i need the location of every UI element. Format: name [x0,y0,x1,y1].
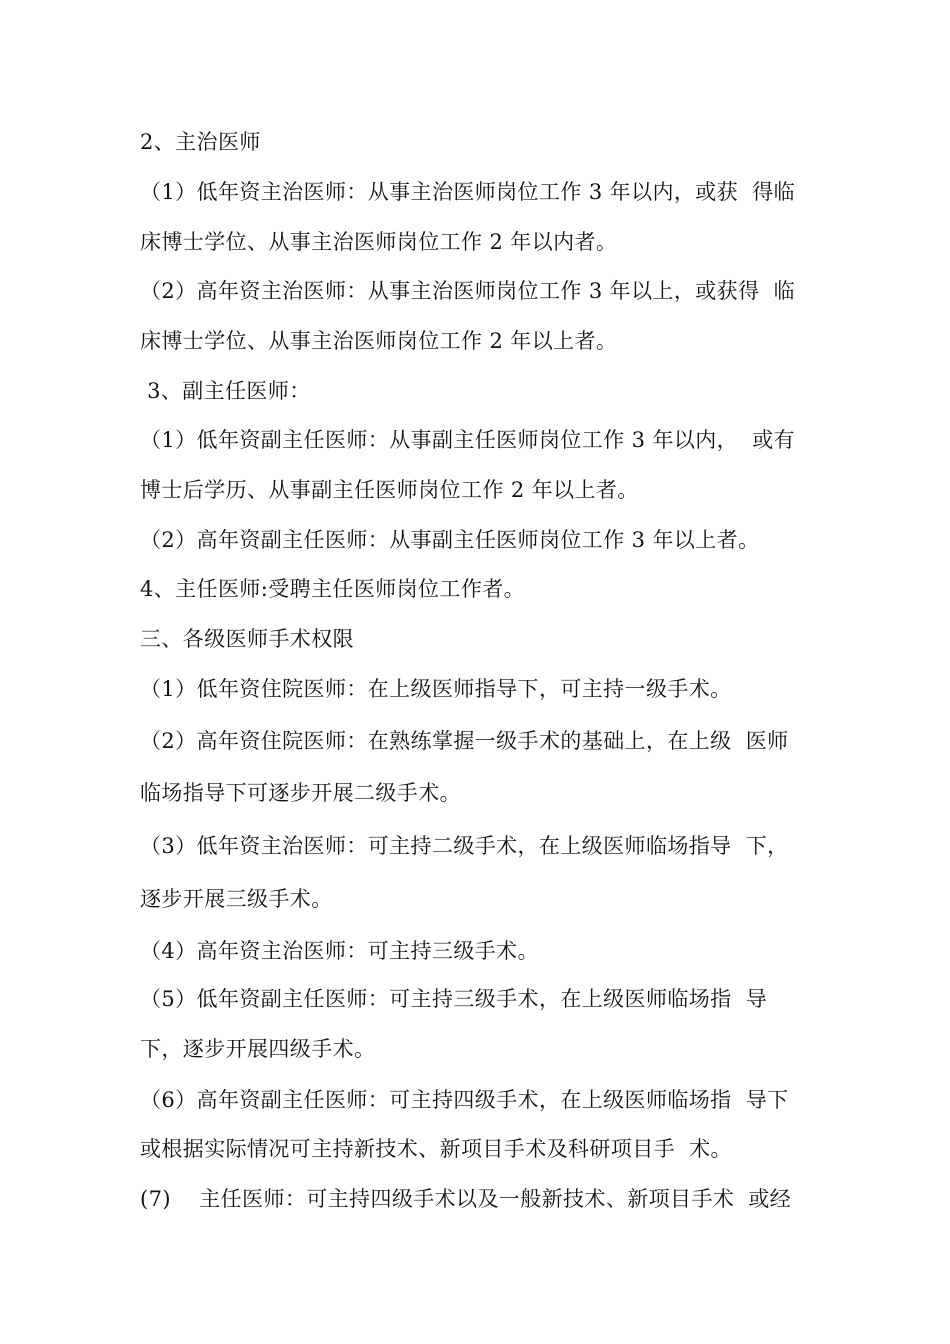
section-heading-chief-physician: 4、主任医师:受聘主任医师岗位工作者。 [140,577,526,601]
paragraph-line: 床博士学位、从事主治医师岗位工作 2 年以内者。 [140,230,618,254]
paragraph-line: 下，逐步开展四级手术。 [140,1037,376,1061]
paragraph-line: （3）低年资主治医师：可主持二级手术，在上级医师临场指导 下， [140,834,789,858]
paragraph-line: (7) 主任医师：可主持四级手术以及一般新技术、新项目手术 或经 [140,1187,792,1211]
paragraph-line: （1）低年资主治医师：从事主治医师岗位工作 3 年以内，或获 得临 [140,180,796,204]
paragraph-line: 床博士学位、从事主治医师岗位工作 2 年以上者。 [140,329,618,353]
paragraph-line: （6）高年资副主任医师：可主持四级手术，在上级医师临场指 导下 [140,1088,789,1112]
section-heading-attending-physician: 2、主治医师 [140,130,261,154]
paragraph-line: （5）低年资副主任医师：可主持三级手术，在上级医师临场指 导 [140,987,768,1011]
paragraph-line: （2）高年资住院医师：在熟练掌握一级手术的基础上，在上级 医师 [140,729,789,753]
paragraph-line: （1）低年资住院医师：在上级医师指导下，可主持一级手术。 [140,677,732,701]
paragraph-line: 博士后学历、从事副主任医师岗位工作 2 年以上者。 [140,478,639,502]
paragraph-line: （2）高年资主治医师：从事主治医师岗位工作 3 年以上，或获得 临 [140,279,796,303]
paragraph-line: 临场指导下可逐步开展二级手术。 [140,781,461,805]
paragraph-line: （4）高年资主治医师：可主持三级手术。 [140,939,539,963]
paragraph-line: （2）高年资副主任医师：从事副主任医师岗位工作 3 年以上者。 [140,528,760,552]
section-heading-surgical-privileges: 三、各级医师手术权限 [140,627,354,651]
paragraph-line: 逐步开展三级手术。 [140,887,333,911]
section-heading-associate-chief-physician: 3、副主任医师： [140,379,311,403]
paragraph-line: 或根据实际情况可主持新技术、新项目手术及科研项目手 术。 [140,1137,732,1161]
paragraph-line: （1）低年资副主任医师：从事副主任医师岗位工作 3 年以内， 或有 [140,428,796,452]
